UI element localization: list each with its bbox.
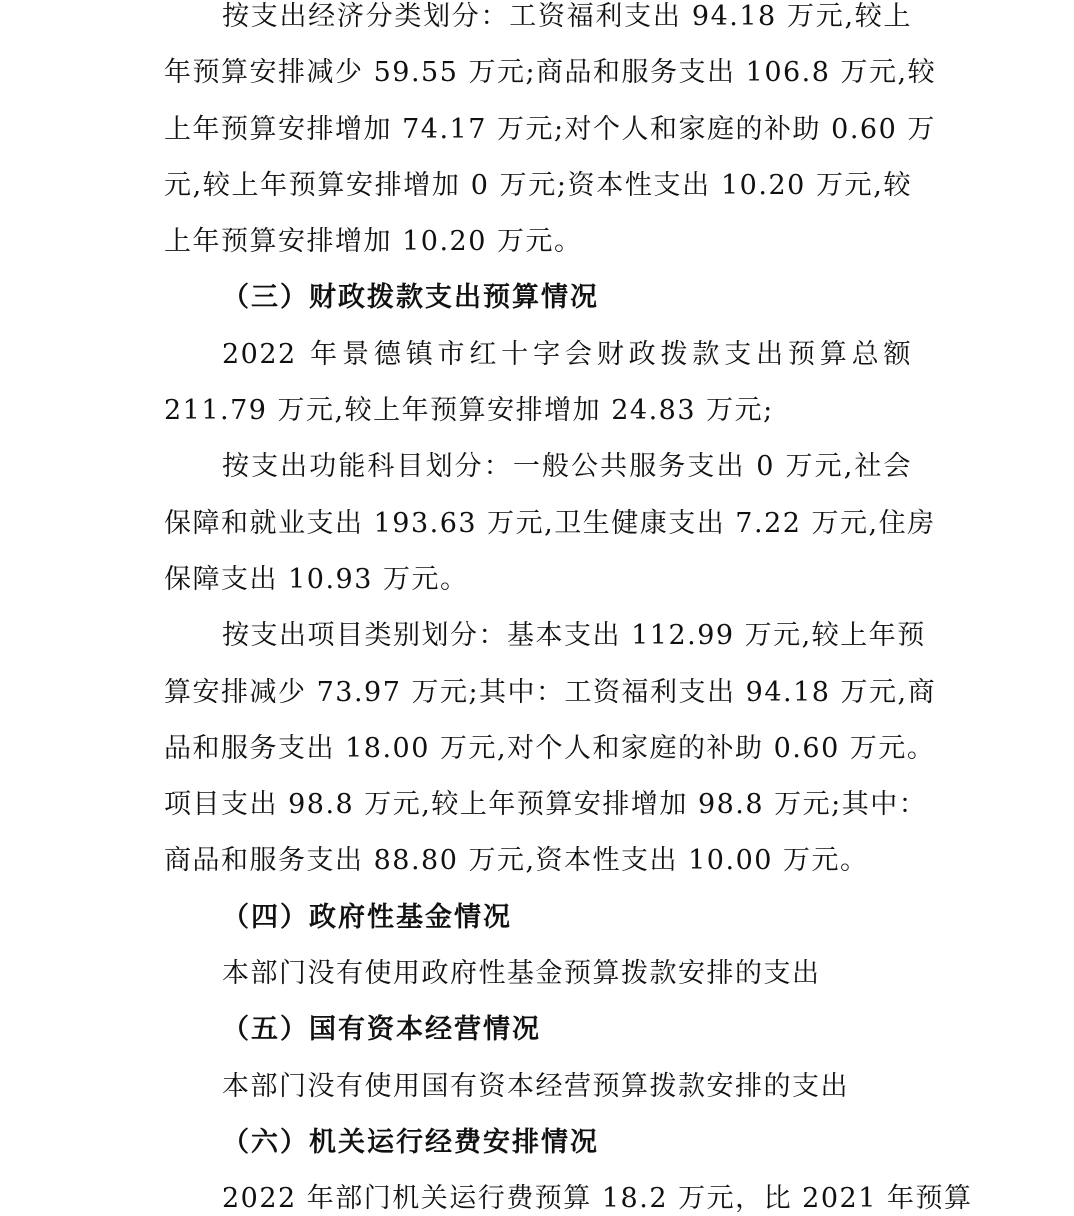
paragraph-line: 上年预算安排增加 74.17 万元;对个人和家庭的补助 0.60 万 bbox=[164, 114, 936, 145]
paragraph-line: 按支出功能科目划分：一般公共服务支出 0 万元,社会 bbox=[222, 451, 912, 482]
section-heading-4: （四）政府性基金情况 bbox=[222, 902, 512, 933]
paragraph-line: 商品和服务支出 88.80 万元,资本性支出 10.00 万元。 bbox=[164, 845, 869, 876]
paragraph-line: 项目支出 98.8 万元,较上年预算安排增加 98.8 万元;其中： bbox=[164, 789, 928, 820]
paragraph-line: 按支出经济分类划分：工资福利支出 94.18 万元,较上 bbox=[222, 1, 912, 32]
paragraph-line: 本部门没有使用国有资本经营预算拨款安排的支出 bbox=[222, 1071, 849, 1102]
section-heading-5: （五）国有资本经营情况 bbox=[222, 1014, 541, 1045]
paragraph-line: 保障和就业支出 193.63 万元,卫生健康支出 7.22 万元,住房 bbox=[164, 508, 936, 539]
paragraph-line: 2022 年景德镇市红十字会财政拨款支出预算总额 bbox=[222, 339, 912, 370]
paragraph-line: 年预算安排减少 59.55 万元;商品和服务支出 106.8 万元,较 bbox=[164, 57, 937, 88]
paragraph-line: 2022 年部门机关运行费预算 18.2 万元，比 2021 年预算 bbox=[222, 1183, 973, 1214]
paragraph-line: 保障支出 10.93 万元。 bbox=[164, 564, 469, 595]
paragraph-line: 上年预算安排增加 10.20 万元。 bbox=[164, 226, 583, 257]
paragraph-line: 元,较上年预算安排增加 0 万元;资本性支出 10.20 万元,较 bbox=[164, 170, 912, 201]
paragraph-line: 211.79 万元,较上年预算安排增加 24.83 万元; bbox=[164, 395, 774, 426]
section-heading-3: （三）财政拨款支出预算情况 bbox=[222, 282, 599, 313]
paragraph-line: 算安排减少 73.97 万元;其中：工资福利支出 94.18 万元,商 bbox=[164, 677, 937, 708]
section-heading-6: （六）机关运行经费安排情况 bbox=[222, 1127, 599, 1158]
paragraph-line: 本部门没有使用政府性基金预算拨款安排的支出 bbox=[222, 958, 821, 989]
paragraph-line: 按支出项目类别划分：基本支出 112.99 万元,较上年预 bbox=[222, 620, 926, 651]
paragraph-line: 品和服务支出 18.00 万元,对个人和家庭的补助 0.60 万元。 bbox=[164, 733, 936, 764]
